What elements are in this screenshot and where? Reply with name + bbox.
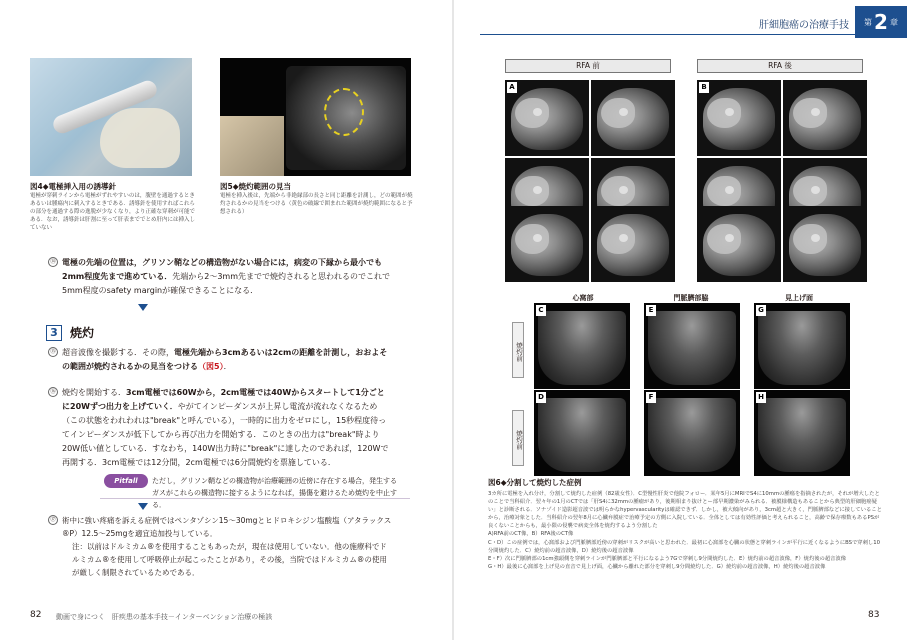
panel-letter: F xyxy=(646,392,656,403)
ultrasound-image xyxy=(644,390,740,476)
step-17-text: 術中に強い疼痛を訴える症例ではペンタゾシン15～30mgとヒドロキシジン塩酸塩（アタラックス®P）12.5～25mgを適宜追加投与している． xyxy=(62,516,392,538)
figure4-caption: 電極が穿刺ラインから電極がずれやすいのは，腹壁を通過するときあるいは腫瘍内に刺入するときである．誘導針を使用すればこれらの部分を通過する際の逸脱が少なくなり，より正確な穿刺が可能である．なお，誘導針は肝割に至って肝表まででとめ肝内には挿入していない xyxy=(30,193,196,231)
chapter-suffix: 章 xyxy=(889,17,898,27)
step-14-text: 先端から2～3mm先までで焼灼されると思われるのでこれで5mm程度のsafety marginが確保できることになる． xyxy=(62,272,391,295)
panel-letter: D xyxy=(536,392,546,403)
chapter-tab xyxy=(855,6,907,38)
step-number: ⑰ xyxy=(48,515,58,525)
gloved-hand-image xyxy=(100,108,180,168)
step-16-text1: 焼灼を開始する． xyxy=(62,388,126,397)
chapter-prefix: 第 xyxy=(864,17,873,27)
step-17-note: 注：以前はドルミカム®を使用することもあったが，現在は使用していない．他の施療科でドルミカム®を使用して呼吸停止が起こったことがあり，その後，当院ではドルミカム®の使用が厳しく制限されているためである． xyxy=(72,542,387,577)
ct-image xyxy=(591,206,675,282)
pitfall-badge: Pitfall xyxy=(104,474,148,488)
figure4-title: 図4◆電極挿入用の誘導針 xyxy=(30,182,116,191)
figure4-photo xyxy=(30,58,192,176)
header-rule xyxy=(480,34,907,35)
chapter-number: 2 xyxy=(874,10,888,34)
ablation-range-ring xyxy=(324,88,364,136)
caption-paragraph: C・D）この症例では，心窩部および門脈臍部近傍の穿刺がリスクが高いと思われた．最初に心窩部を心臓の状態と穿刺ラインが平行に近くなるようにBSで穿刺し10分間焼灼した．C）焼灼前の超音波像，D）焼灼後の超音波像 xyxy=(488,539,880,554)
step-number: ⑮ xyxy=(48,347,58,357)
step-15-bold: 電極先端から3cmあるいは2cmの距離を計測し，おおよその範囲が焼灼されるかの見当をつける xyxy=(62,348,388,371)
ct-image xyxy=(505,80,589,156)
probe-inset-image xyxy=(220,116,284,176)
pitfall-text: ただし，グリソン鞘などの構造物が治療範囲の近傍に存在する場合，発生するガスがこれらの構造物に接するようになれば，揚傷を避けるため焼灼を中止する． xyxy=(152,477,397,509)
ultrasound-image xyxy=(534,390,630,476)
panel-letter: B xyxy=(699,82,709,93)
figure6-caption xyxy=(488,490,883,571)
down-arrow-icon xyxy=(138,503,148,510)
step-number: ⑭ xyxy=(48,257,58,267)
figure-ref-link[interactable]: （図5） xyxy=(198,362,224,371)
left-page xyxy=(0,0,453,640)
step-16 xyxy=(50,386,392,470)
panel-letter: G xyxy=(756,305,766,316)
figure6-title: 図6◆分割して焼灼した症例 xyxy=(488,478,582,487)
section-number: 3 xyxy=(46,325,62,341)
page-gutter xyxy=(452,0,454,640)
us-column-label: 心窩部 xyxy=(572,294,594,302)
figure5-caption: 電極を挿入後は，先端から非絶縁部の長さと同じ距離を計測し，どの範囲が焼灼されるかの見当をつける（黄色の破線で囲まれた範囲が焼灼範囲になると予想される） xyxy=(220,193,413,215)
panel-letter: H xyxy=(756,392,766,403)
ct-image xyxy=(783,80,867,156)
us-row-label: 焼灼前 xyxy=(512,410,524,466)
ct-image xyxy=(783,206,867,282)
step-16-bold: 3cm電極では60Wから，2cm電極では40Wからスタートして1分ごとに20Wずつ出力を上げていく． xyxy=(62,388,385,411)
caption-paragraph: E・F）次に門脈臍部の1cm強頭側を穿刺ラインが門脈臍部と平行になるよう7Gで穿刺し9分間焼灼した．E）焼灼前の超音波像，F）焼灼後の超音波像 xyxy=(488,555,847,562)
ct-image xyxy=(697,206,781,282)
step-14-bold: 電極の先端の位置は，グリソン鞘などの構造物がない場合には，病変の下縁から最小でも2mm程度先まで進めている． xyxy=(62,258,382,281)
panel-letter: C xyxy=(536,305,546,316)
caption-paragraph: 3カ所に電極を入れ分け，分割して焼灼した症例（82歳女性）．C型慢性肝炎で他院フォロー．某年5月にMRIでS4に10mmの腫瘍を指摘されたが，それが増大したとのことで当科紹介．翌々年の1月のCTでは「肝S4に32mmの腫瘤があり，後期相まり抜けとー部早期濃染がみられる．被膜様構造もあることから典型的肝細胞癌疑い」と診断される．ソナゾイド造影超音波では明らかなhypervascularityは確認できず．しかし，被大傾向があり，3cm超と大きく，門脈臍部などに接していることから，治療対象とした．当科紹介の翌年8月に心臓弁膜症で治療予定の方側に入院している．全体としては有効性評価と考えられること，高齢で保存療数もあるPSが良くないことからも，最小限の侵襲で病変全体を焼灼するよう分割した xyxy=(488,491,882,530)
step-15-text1: 超音波像を撮影する．その際， xyxy=(62,348,174,357)
step-14 xyxy=(50,256,392,298)
figure5-title: 図5◆焼灼範囲の見当 xyxy=(220,182,291,191)
ct-image xyxy=(505,206,589,282)
down-arrow-icon xyxy=(138,304,148,311)
ultrasound-image xyxy=(754,390,850,476)
ultrasound-image xyxy=(534,303,630,389)
ct-image xyxy=(697,80,781,156)
rfa-after-label: RFA 後 xyxy=(697,59,863,73)
us-column-label: 見上げ面 xyxy=(785,294,813,302)
panel-letter: E xyxy=(646,305,656,316)
chapter-title: 肝細胞癌の治療手技 xyxy=(759,20,849,31)
ct-image xyxy=(591,80,675,156)
section-title: 焼灼 xyxy=(70,326,95,340)
ultrasound-image xyxy=(754,303,850,389)
step-number: ⑯ xyxy=(48,387,58,397)
panel-letter: A xyxy=(507,82,517,93)
section-heading xyxy=(46,324,94,341)
us-row-label: 焼灼前 xyxy=(512,322,524,378)
ultrasound-image xyxy=(644,303,740,389)
divider xyxy=(100,498,410,499)
book-title-footer: 動画で身につく 肝疾患の基本手技－インターベンション治療の極該 xyxy=(56,613,273,621)
caption-paragraph: A)RFA前のCT像，B）RFA後のCT像 xyxy=(488,531,574,538)
caption-paragraph: G・H）最後に心窩部を上げ見の直音で見上げ面，心臓から離れた部分を穿刺し9分間焼灼した．G）焼灼前の超音波像，H）焼灼後の超音波像 xyxy=(488,563,826,570)
us-column-label: 門脈臍部脇 xyxy=(673,294,709,302)
page-number-left: 82 xyxy=(30,610,42,620)
step-15 xyxy=(50,346,392,374)
step-17 xyxy=(50,514,392,579)
step-16-text2: やがてインピーダンスが上昇し電流が流れなくなるため（この状態をわれわれは"break"と呼んでいる），一時的に出力をゼロにし，15秒程度待ってインピーダンスが低下してから再び出力を開始する．このときの出力は"break"時より20W低い値としている．すなわち，140W出力時に"break"に達したのであれば，120Wで再開する．3cm電極では12分間，2cm電極では6分間焼灼を票施している． xyxy=(62,402,389,467)
figure5-photo xyxy=(220,58,411,176)
page-number-right: 83 xyxy=(868,610,880,620)
step-15-text2: ． xyxy=(223,362,232,371)
rfa-before-label: RFA 前 xyxy=(505,59,671,73)
